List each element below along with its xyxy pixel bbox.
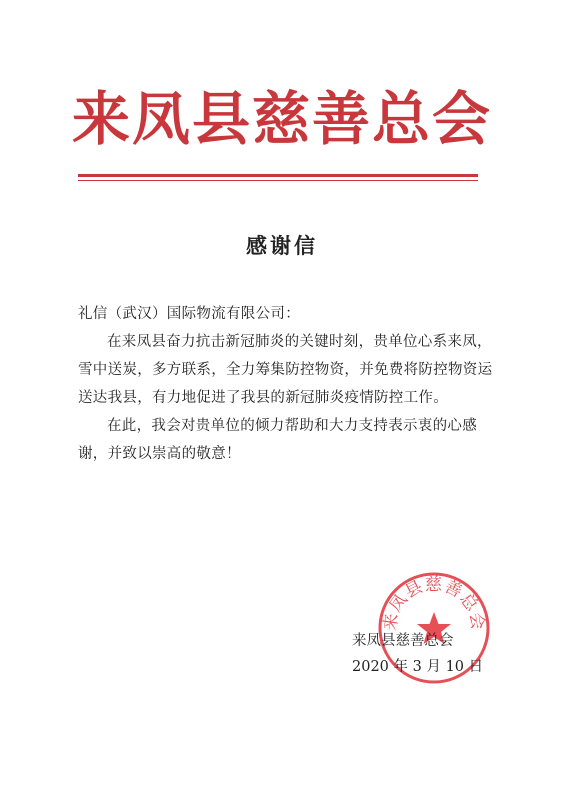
signature-org: 来凤县慈善总会	[352, 633, 454, 649]
letterhead-rule-thick	[78, 174, 478, 177]
paragraph-1: 在来凤县奋力抗击新冠肺炎的关键时刻，贵单位心系来凤，雪中送炭，多方联系，全力筹集防控物资，并免费将防控物资运送达我县，有力地促进了我县的新冠肺炎疫情防控工作。	[78, 334, 493, 406]
salutation: 礼信（武汉）国际物流有限公司：	[78, 306, 300, 322]
paragraph-2: 在此，我会对贵单位的倾力帮助和大力支持表示衷的心感谢，并致以崇高的敬意！	[78, 418, 477, 462]
letterhead-rule-thin	[78, 180, 478, 181]
signature-date: 2020 年 3 月 10 日	[352, 659, 484, 675]
svg-text:来凤县慈善总会: 来凤县慈善总会	[380, 574, 488, 632]
letter-title: 感谢信	[246, 233, 318, 258]
letterhead-title: 来凤县慈善总会	[71, 85, 492, 153]
